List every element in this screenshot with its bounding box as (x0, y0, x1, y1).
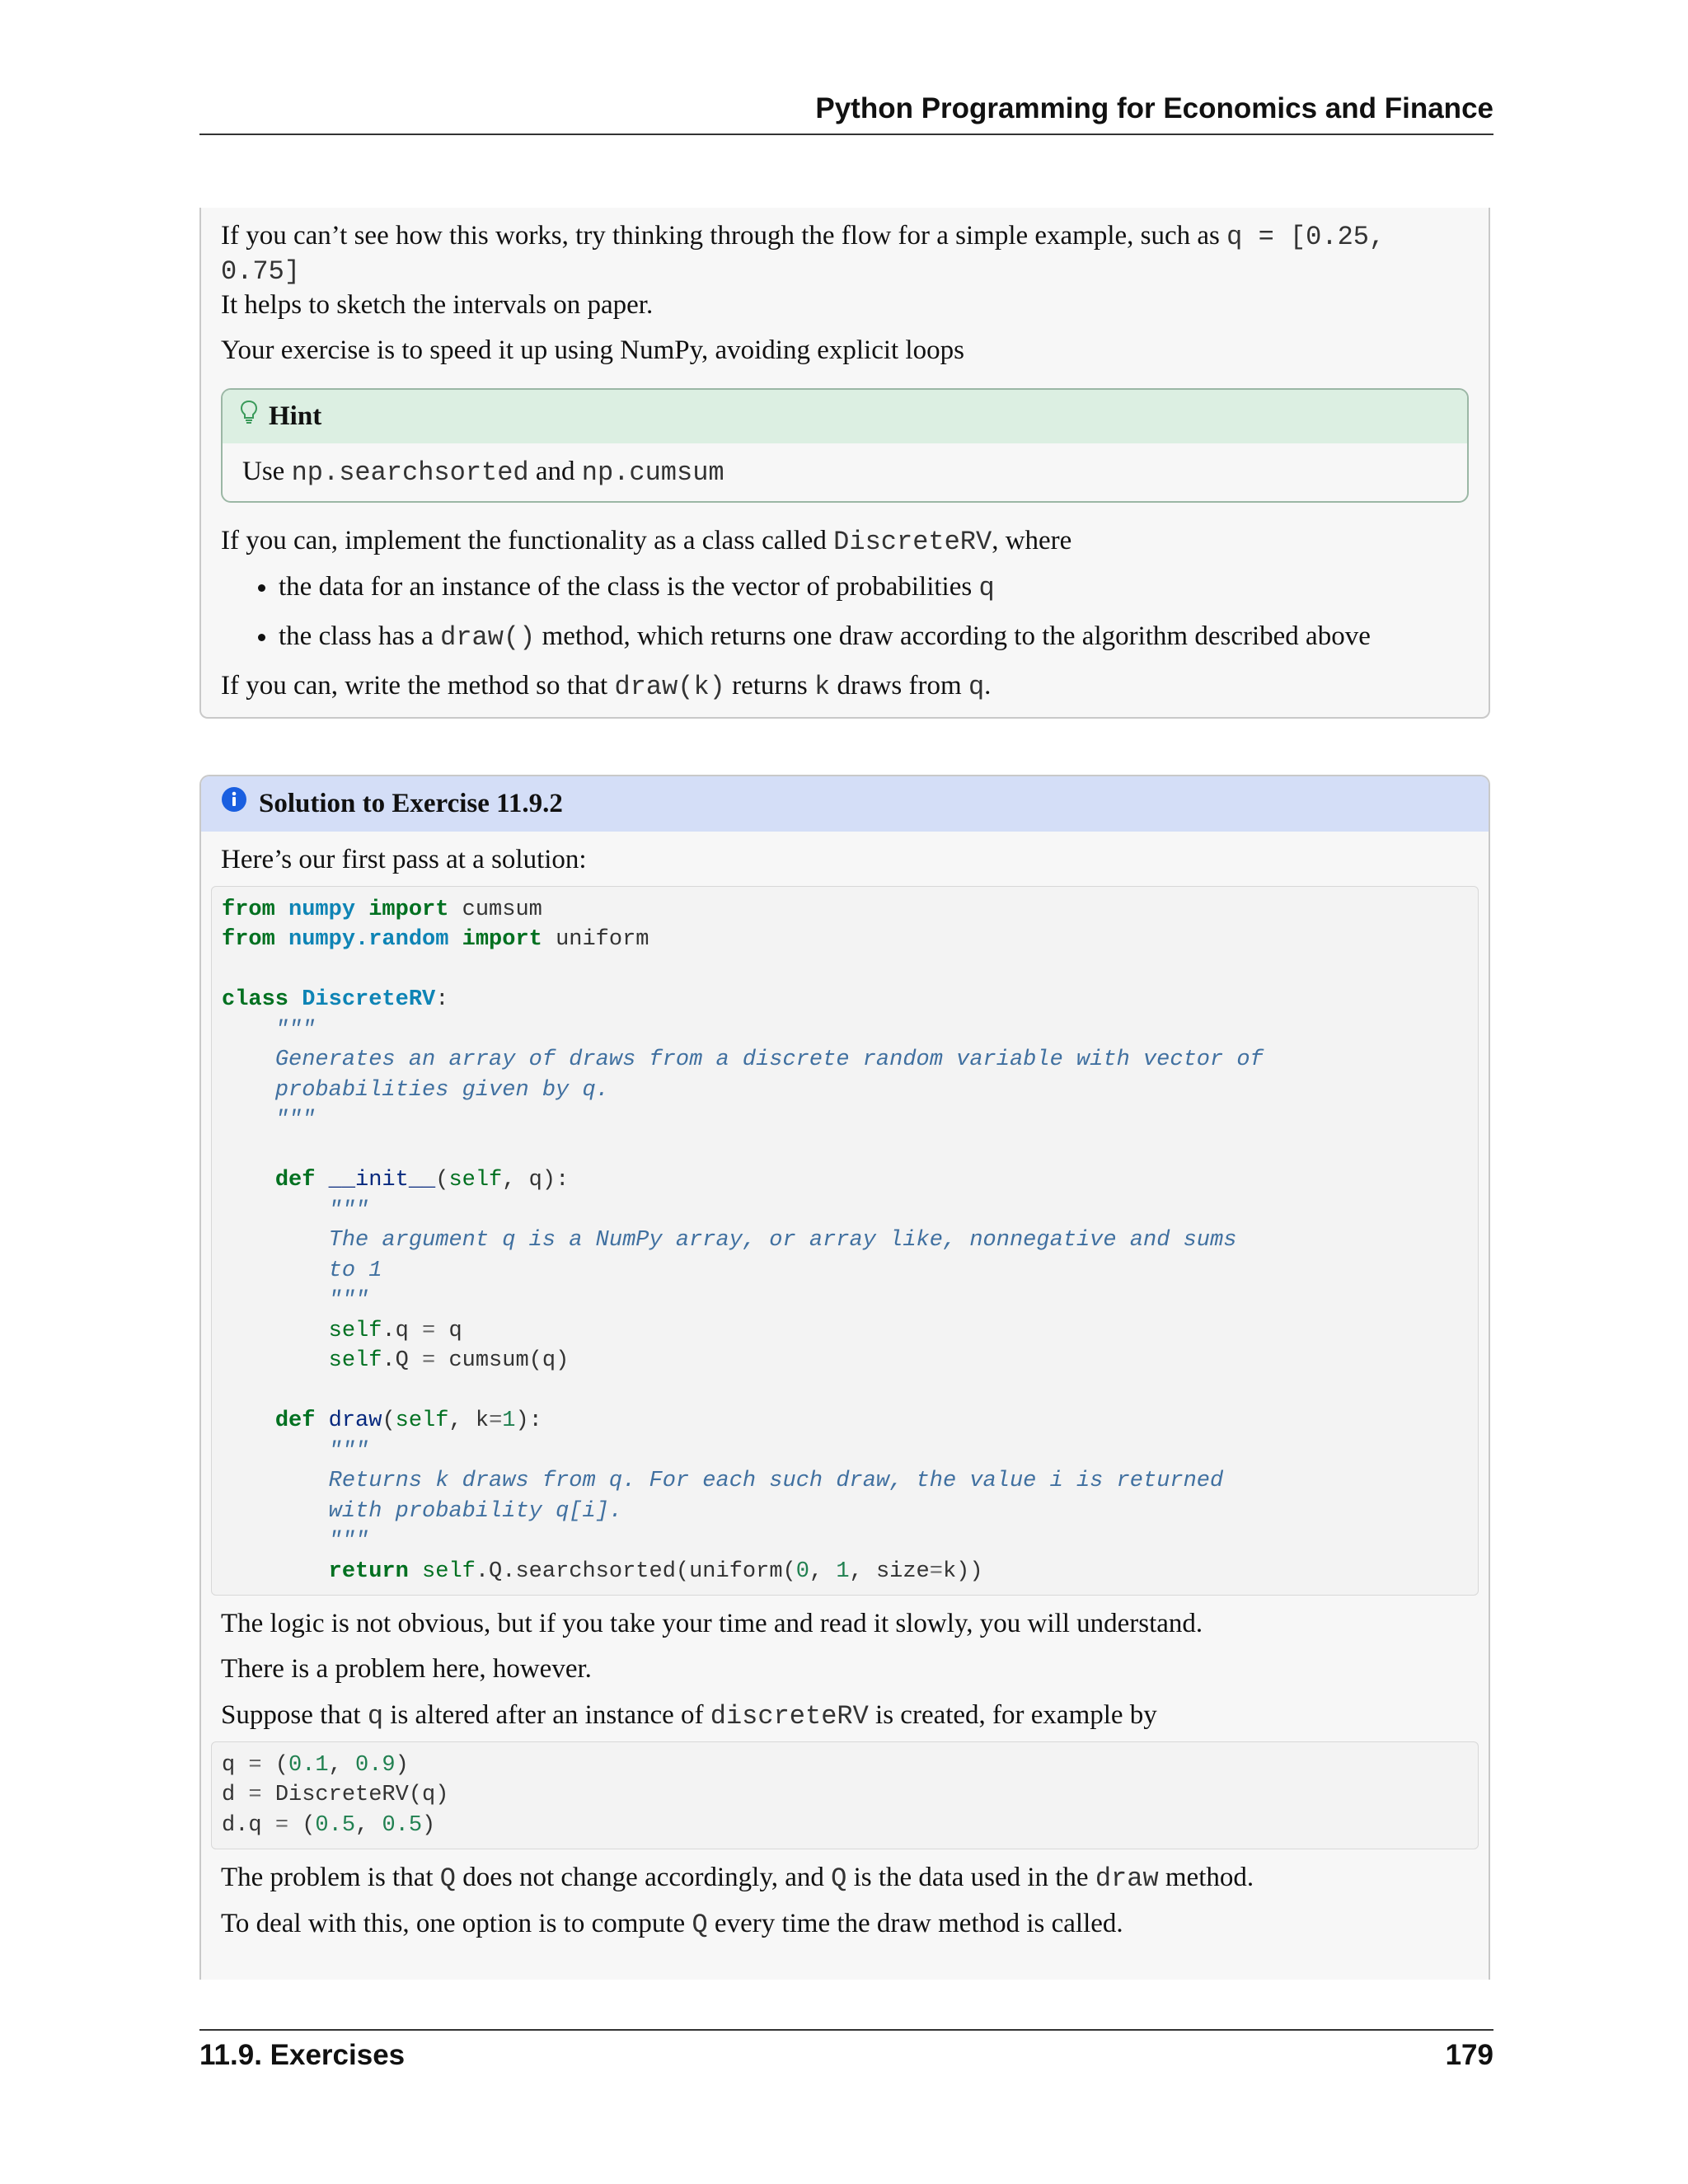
exercise-paragraph-4: If you can, write the method so that draw(k) returns k draws from q. (221, 670, 992, 702)
exercise-paragraph-3: If you can, implement the functionality as a class called DiscreteRV, where (221, 525, 1072, 557)
solution-paragraph-logic: The logic is not obvious, but if you take your time and read it slowly, you will understand. (221, 1609, 1203, 1638)
hint-title: Hint (269, 401, 322, 431)
solution-body (201, 832, 1489, 1942)
lightbulb-icon (239, 400, 259, 434)
inline-code: np.cumsum (581, 457, 724, 488)
list-item: • the data for an instance of the class is the vector of probabilities q (279, 570, 1469, 605)
code-block-solution[interactable]: from numpy import cumsum from numpy.random import uniform class DiscreteRV: """ Generates an array of draws from a discrete random variable with vector of probabilities given by q. """ def __init__(self, q): """ The argument q is a NumPy array, or array like, nonnegative and sums to 1 """ self.q = q self.Q = cumsum(q) def draw(self, k=1): """ Returns k draws from q. For each such draw, the value i is returned with probability q[i]. """ return self.Q.searchsorted(uniform(0, 1, size=k)) (211, 886, 1479, 1596)
hint-box (221, 388, 1469, 503)
page-number: 179 (1445, 2039, 1493, 2071)
solution-paragraph-suppose: Suppose that q is altered after an instance of discreteRV is created, for example by (221, 1699, 1157, 1732)
inline-code: np.searchsorted (291, 457, 529, 488)
running-header: Python Programming for Economics and Finance (199, 92, 1493, 135)
footer-section: 11.9. Exercises (199, 2039, 406, 2071)
code-block-example[interactable]: q = (0.1, 0.9) d = DiscreteRV(q) d.q = (0.5, 0.5) (211, 1741, 1479, 1850)
info-icon (221, 786, 247, 822)
hint-body: Use np.searchsorted and np.cumsum (242, 456, 724, 488)
page-footer (199, 2029, 1493, 2072)
solution-paragraph-q: The problem is that Q does not change accordingly, and Q is the data used in the draw method. (221, 1863, 1254, 1894)
solution-title: Solution to Exercise 11.9.2 (259, 789, 563, 818)
hint-header (223, 390, 1467, 443)
solution-box (199, 775, 1490, 1980)
exercise-box (199, 208, 1490, 719)
exercise-paragraph-1: If you can’t see how this works, try thinking through the flow for a simple example, such as q = [0.25, 0.75] It helps to sketch the intervals on paper. (221, 221, 1386, 320)
requirements-list (221, 570, 1469, 654)
list-item: • the class has a draw() method, which returns one draw according to the algorithm described above (279, 620, 1469, 654)
solution-paragraph-problem: There is a problem here, however. (221, 1654, 592, 1685)
inline-code: q = [0.25, 0.75] (221, 222, 1386, 287)
solution-intro: Here’s our first pass at a solution: (221, 845, 587, 875)
exercise-paragraph-2: Your exercise is to speed it up using NumPy, avoiding explicit loops (221, 335, 964, 366)
inline-code: DiscreteRV (833, 526, 992, 557)
solution-paragraph-deal: To deal with this, one option is to compute Q every time the draw method is called. (221, 1909, 1123, 1940)
solution-header (201, 776, 1489, 832)
